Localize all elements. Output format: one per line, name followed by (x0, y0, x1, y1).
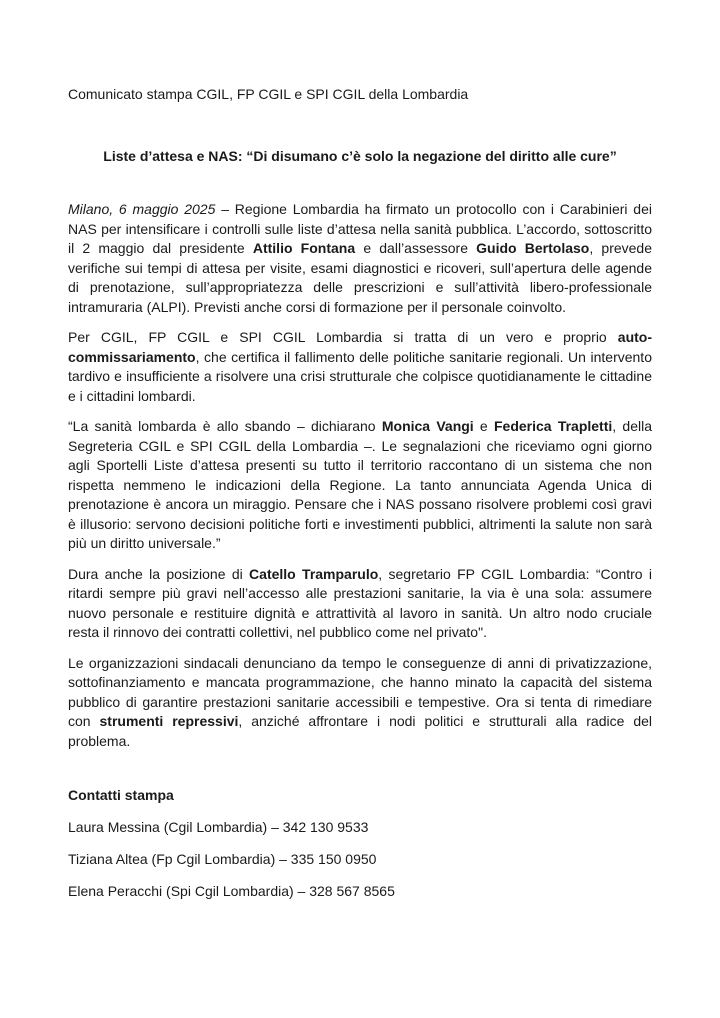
paragraph-1 (68, 200, 652, 317)
person-name: Guido Bertolaso (476, 240, 590, 256)
paragraph-text: , prevede verifiche sui tempi di attesa per visite, esami diagnostici e ricoveri, sull’apertura delle agende di prenotazione, sull’appropriatezza delle prescrizioni e sull’attività libero-professionale intramuraria (ALPI). Previsti anche corsi di formazione per il personale coinvolto. (68, 240, 652, 315)
contact-item: Elena Peracchi (Spi Cgil Lombardia) – 328 567 8565 (68, 883, 395, 899)
paragraph-text: , della Segreteria CGIL e SPI CGIL della Lombardia –. Le segnalazioni che riceviamo ogni giorno agli Sportelli Liste d’attesa presenti su tutto il territorio raccontano di un sistema che non rispetta nemmeno le indicazioni della Regione. La tanto annunciata Agenda Unica di prenotazione è ancora un miraggio. Pensare che i NAS possano risolvere problemi così gravi è illusorio: servono decisioni politiche forti e investimenti pubblici, altrimenti la salute non sarà più un diritto universale.” (68, 418, 652, 551)
paragraph-text: e dall’assessore (355, 240, 477, 256)
press-release-header: Comunicato stampa CGIL, FP CGIL e SPI CGIL della Lombardia (68, 86, 469, 102)
paragraph-text: Per CGIL, FP CGIL e SPI CGIL Lombardia si tratta di un vero e proprio (68, 329, 618, 345)
paragraph-text: “La sanità lombarda è allo sbando – dichiarano (68, 418, 382, 434)
paragraph-text: Dura anche la posizione di (68, 565, 250, 582)
dateline: Milano, 6 maggio 2025 (68, 201, 216, 217)
person-name: Catello Tramparulo (249, 565, 379, 582)
paragraph-text: , che certifica il fallimento delle politiche sanitarie regionali. Un intervento tardivo e insufficiente a risolvere una crisi strutturale che colpisce quotidianamente le cittadine e i cittadini lombardi. (68, 348, 652, 404)
paragraph-text: , anziché affrontare i nodi politici e strutturali alla radice del problema. (68, 713, 652, 749)
headline: Liste d’attesa e NAS: “Di disumano c’è solo la negazione del diritto alle cure” (103, 148, 617, 164)
paragraph-3 (68, 417, 652, 554)
person-name: Federica Trapletti (493, 418, 613, 434)
paragraph-text: , segretario FP CGIL Lombardia: “Contro i ritardi sempre più gravi nell’accesso alle prestazioni sanitarie, la via è una sola: assumere nuovo personale e restituire dignità e attrattività al lavoro in sanità. Un altro nodo cruciale resta il rinnovo dei contratti collettivi, nel pubblico come nel privato". (68, 565, 653, 640)
article-body (68, 200, 652, 751)
person-name: Attilio Fontana (252, 240, 356, 256)
paragraph-text: e (473, 418, 494, 434)
paragraph-2 (68, 328, 652, 406)
emphasis-term: auto-commissariamento (68, 329, 652, 365)
contact-item: Tiziana Altea (Fp Cgil Lombardia) – 335 150 0950 (68, 851, 377, 867)
contact-item: Laura Messina (Cgil Lombardia) – 342 130 9533 (68, 819, 369, 835)
paragraph-4 (68, 565, 652, 643)
emphasis-term: strumenti repressivi (99, 713, 239, 729)
paragraph-5 (68, 654, 652, 752)
contacts-title: Contatti stampa (68, 787, 174, 803)
paragraph-text: Le organizzazioni sindacali denunciano da tempo le conseguenze di anni di privatizzazione, sottofinanziamento e mancata programmazione, che hanno minato la capacità del sistema pubblico di garantire prestazioni sanitarie accessibili e tempestive. Ora si tenta di rimediare con (68, 654, 652, 729)
press-contacts (68, 785, 652, 901)
paragraph-text: – Regione Lombardia ha firmato un protocollo con i Carabinieri dei NAS per intensificare i controlli sulle liste d’attesa nella sanità pubblica. L’accordo, sottoscritto il 2 maggio dal presidente (68, 201, 652, 256)
person-name: Monica Vangi (381, 418, 474, 434)
